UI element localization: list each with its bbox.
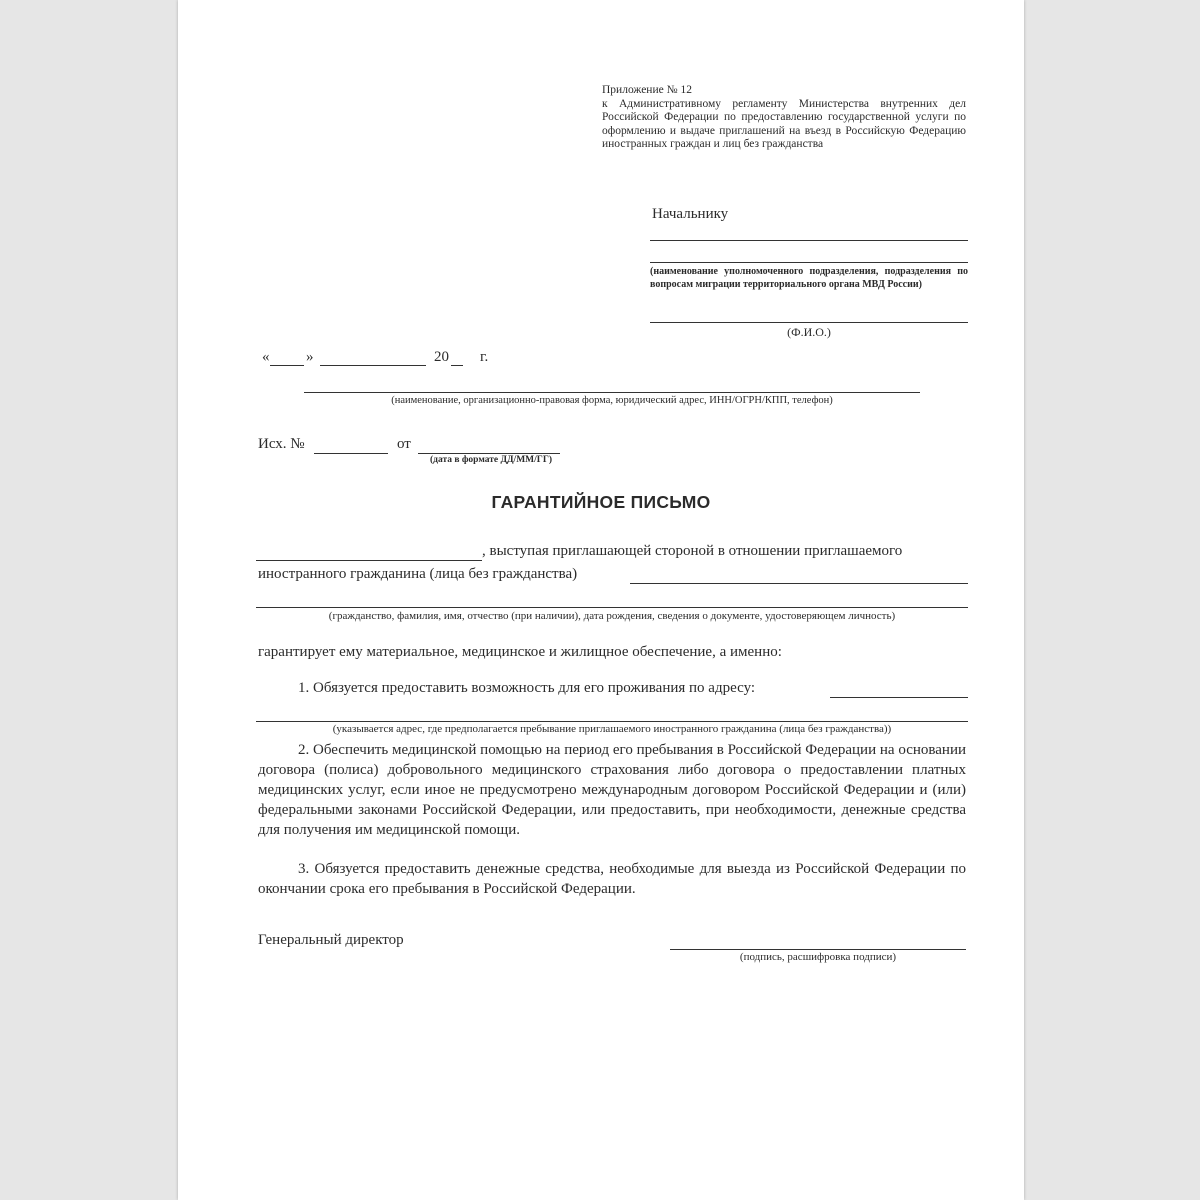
date-year-line bbox=[451, 365, 463, 366]
signature-line bbox=[670, 949, 966, 950]
item-3: 3. Обязуется предоставить денежные средства, необходимые для выезда из Российской Федерации по окончании срока его пребывания в Российской Федерации. bbox=[258, 861, 966, 897]
addressee-label: Начальнику bbox=[652, 206, 729, 222]
address-caption: (указывается адрес, где предполагается пребывание приглашаемого иностранного гражданина (лица без гражданства)) bbox=[332, 723, 892, 735]
document-title: ГАРАНТИЙНОЕ ПИСЬМО bbox=[491, 492, 711, 512]
guarantee-text: гарантирует ему материальное, медицинское и жилищное обеспечение, а именно: bbox=[258, 644, 782, 660]
addressee-line-2 bbox=[650, 262, 968, 263]
annex-number: Приложение № 12 bbox=[602, 84, 692, 96]
signature-caption: (подпись, расшифровка подписи) bbox=[739, 951, 897, 963]
intro-line-2: иностранного гражданина (лица без гражданства) bbox=[258, 566, 578, 582]
foreigner-caption: (гражданство, фамилия, имя, отчество (при наличии), дата рождения, сведения о документе, удостоверяющем личность) bbox=[328, 610, 896, 622]
outgoing-label: Исх. № bbox=[258, 436, 305, 452]
addressee-fio-caption: (Ф.И.О.) bbox=[787, 325, 831, 339]
date-year-suffix: г. bbox=[480, 349, 489, 365]
outgoing-date-line bbox=[418, 453, 560, 454]
document-page bbox=[178, 0, 1024, 1200]
annex-text: к Административному регламенту Министерства внутренних дел Российской Федерации по предоставлению государственной услуги по оформлению и выдаче приглашений на въезд в Российскую Федерацию иностранных граждан и лиц без гражданства bbox=[602, 97, 966, 150]
foreigner-line-2 bbox=[256, 607, 968, 608]
inviter-line bbox=[256, 560, 482, 561]
foreigner-line-1 bbox=[630, 583, 968, 584]
annex-block bbox=[602, 84, 966, 152]
signatory-position: Генеральный директор bbox=[258, 932, 404, 948]
outgoing-number-line bbox=[314, 453, 388, 454]
org-caption: (наименование, организационно-правовая форма, юридический адрес, ИНН/ОГРН/КПП, телефон) bbox=[391, 395, 833, 406]
addressee-fio-line bbox=[650, 322, 968, 323]
outgoing-from: от bbox=[397, 436, 411, 452]
addressee-unit-caption: (наименование уполномоченного подразделения, подразделения по вопросам миграции территориального органа МВД России) bbox=[650, 266, 968, 290]
date-year-prefix: 20 bbox=[434, 349, 449, 365]
outgoing-date-caption: (дата в формате ДД/ММ/ГГ) bbox=[429, 455, 553, 465]
intro-line-1: , выступая приглашающей стороной в отношении приглашаемого bbox=[482, 543, 903, 559]
item-2: 2. Обеспечить медицинской помощью на период его пребывания в Российской Федерации на основании договора (полиса) добровольного медицинского страхования либо договора о предоставлении платных медицинских услуг, если иное не предусмотрено международным договором Российской Федерации и (или) федеральными законами Российской Федерации, или предоставить, при необходимости, денежные средства для получения им медицинской помощи. bbox=[258, 742, 966, 838]
item-1: 1. Обязуется предоставить возможность для его проживания по адресу: bbox=[298, 680, 756, 696]
date-month-line bbox=[320, 365, 426, 366]
date-close-quote: » bbox=[306, 349, 314, 365]
org-line bbox=[304, 392, 920, 393]
date-day-line bbox=[270, 365, 304, 366]
address-line-1 bbox=[830, 697, 968, 698]
date-open-quote: « bbox=[262, 349, 270, 365]
date-line bbox=[262, 349, 502, 369]
address-line-2 bbox=[256, 721, 968, 722]
addressee-line-1 bbox=[650, 240, 968, 241]
